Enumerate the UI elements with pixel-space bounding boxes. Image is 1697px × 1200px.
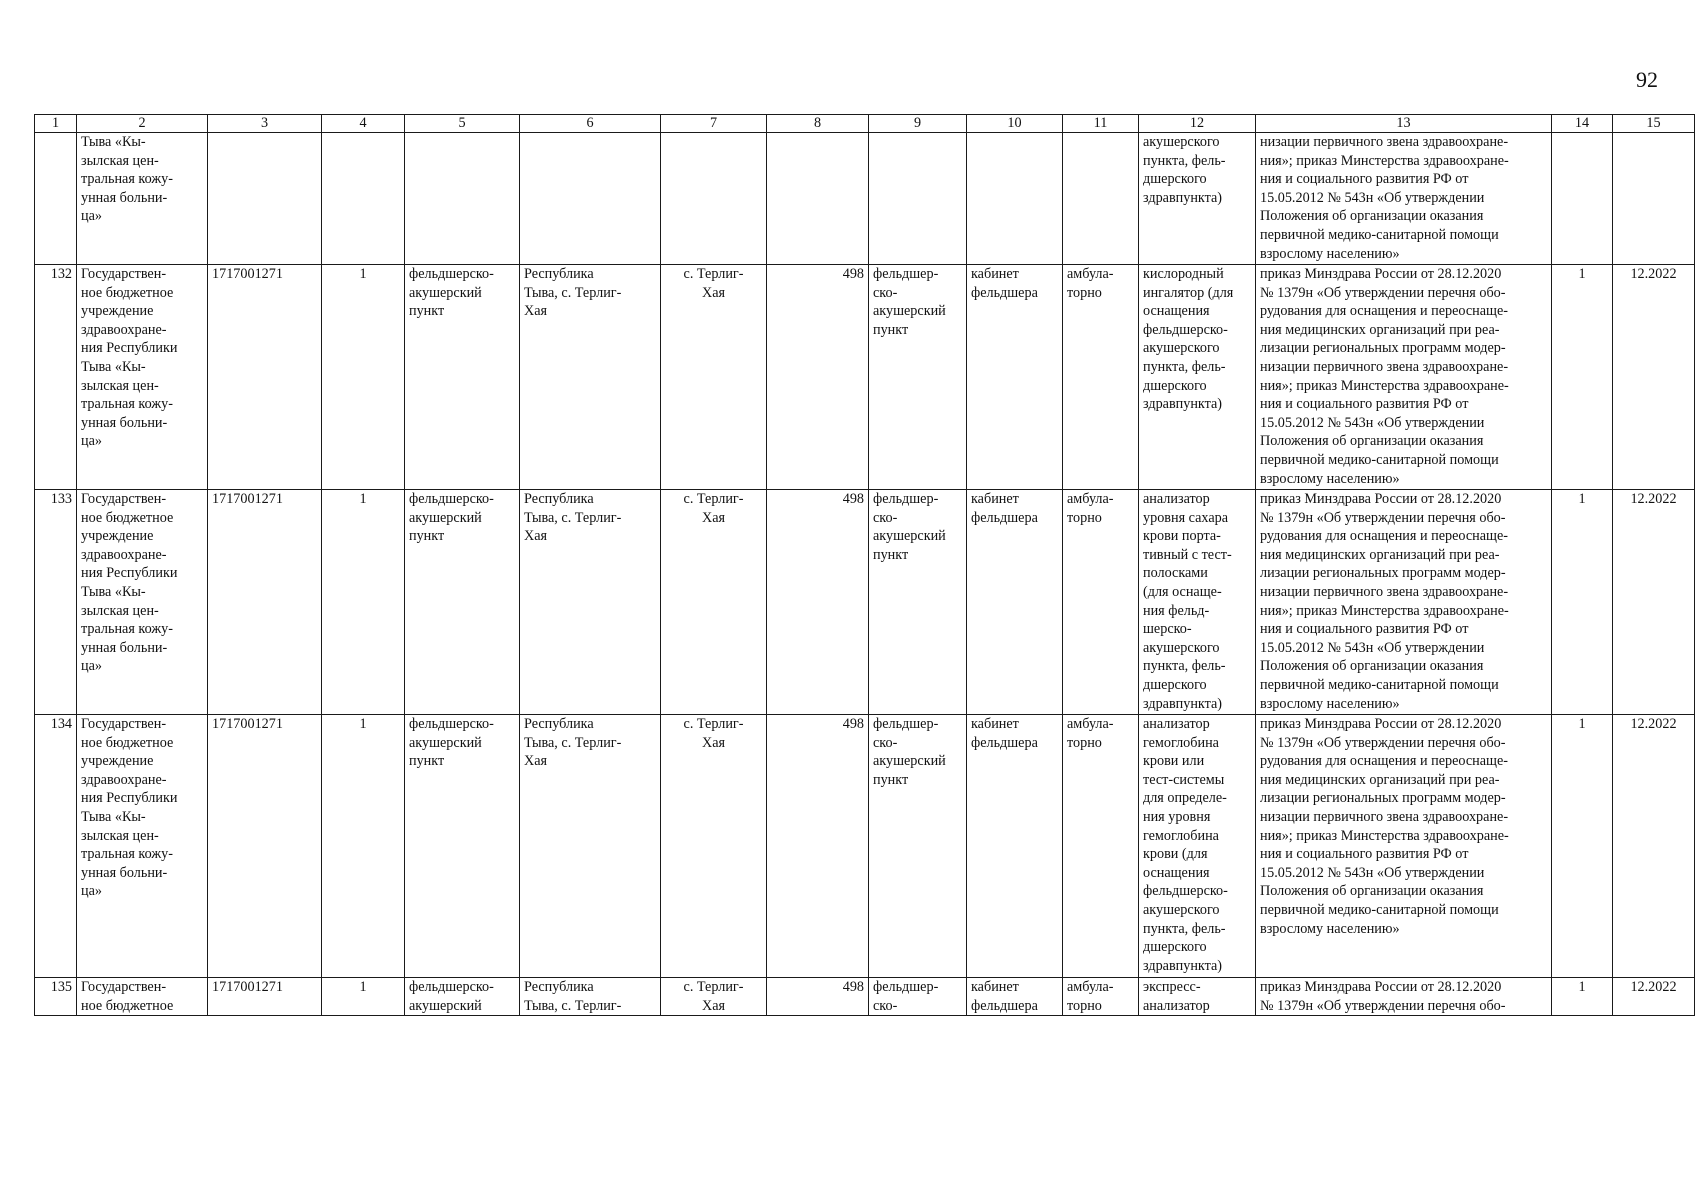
column-header: 11	[1063, 115, 1139, 133]
count-cell: 1	[322, 265, 405, 490]
settlement-cell: с. Терлиг- Хая	[661, 978, 767, 1016]
population-cell: 498	[767, 265, 869, 490]
table-cell	[767, 133, 869, 265]
row-number: 134	[35, 715, 77, 978]
facility-type-cell: фельдшерско- акушерский пункт	[405, 490, 520, 715]
inn-cell: 1717001271	[208, 978, 322, 1016]
date-cell: 12.2022	[1613, 715, 1695, 978]
table-cell	[1552, 133, 1613, 265]
column-header: 6	[520, 115, 661, 133]
date-cell: 12.2022	[1613, 490, 1695, 715]
settlement-cell: с. Терлиг- Хая	[661, 715, 767, 978]
column-header: 5	[405, 115, 520, 133]
equipment-cell: акушерского пункта, фель- дшерского здравпункта)	[1139, 133, 1256, 265]
column-header: 8	[767, 115, 869, 133]
regulation-cell: приказ Минздрава России от 28.12.2020 № 1379н «Об утверждении перечня обо- рудования для оснащения и переоснаще- ния медицинских организаций при реа- лизации региональных программ модер- низации первичного звена здравоохране- ния»; приказ Минстерства здравоохране- ния и социального развития РФ от 15.05.2012 № 543н «Об утверждении Положения об организации оказания первичной медико-санитарной помощи взрослому населению»	[1256, 265, 1552, 490]
inn-cell: 1717001271	[208, 265, 322, 490]
unit-cell: фельдшер- ско-	[869, 978, 967, 1016]
date-cell: 12.2022	[1613, 978, 1695, 1016]
column-header: 10	[967, 115, 1063, 133]
row-number: 132	[35, 265, 77, 490]
equipment-cell: экспресс- анализатор	[1139, 978, 1256, 1016]
table-cell	[35, 133, 77, 265]
regulation-cell: низации первичного звена здравоохране- ния»; приказ Минстерства здравоохране- ния и социального развития РФ от 15.05.2012 № 543н «Об утверждении Положения об организации оказания первичной медико-санитарной помощи взрослому населению»	[1256, 133, 1552, 265]
table-cell	[869, 133, 967, 265]
count-cell: 1	[322, 715, 405, 978]
unit-cell: фельдшер- ско- акушерский пункт	[869, 265, 967, 490]
equipment-cell: анализатор гемоглобина крови или тест-системы для определе- ния уровня гемоглобина крови (для оснащения фельдшерско- акушерского пункта, фель- дшерского здравпункта)	[1139, 715, 1256, 978]
regulation-cell: приказ Минздрава России от 28.12.2020 № 1379н «Об утверждении перечня обо-	[1256, 978, 1552, 1016]
settlement-cell: с. Терлиг- Хая	[661, 490, 767, 715]
inn-cell: 1717001271	[208, 715, 322, 978]
care-type-cell: амбула- торно	[1063, 715, 1139, 978]
facility-type-cell: фельдшерско- акушерский пункт	[405, 715, 520, 978]
institution-name-cell: Государствен- ное бюджетное учреждение здравоохране- ния Республики Тыва «Кы- зылская цен- тральная кожу- унная больни- ца»	[77, 265, 208, 490]
table-cell	[208, 133, 322, 265]
column-header: 15	[1613, 115, 1695, 133]
column-header: 12	[1139, 115, 1256, 133]
institution-name-cell: Государствен- ное бюджетное учреждение здравоохране- ния Республики Тыва «Кы- зылская цен- тральная кожу- унная больни- ца»	[77, 715, 208, 978]
table-cell	[322, 133, 405, 265]
facility-type-cell: фельдшерско- акушерский пункт	[405, 265, 520, 490]
quantity-cell: 1	[1552, 490, 1613, 715]
row-number: 133	[35, 490, 77, 715]
population-cell: 498	[767, 715, 869, 978]
table-cell	[1063, 133, 1139, 265]
room-cell: кабинет фельдшера	[967, 978, 1063, 1016]
column-header: 2	[77, 115, 208, 133]
regulation-cell: приказ Минздрава России от 28.12.2020 № 1379н «Об утверждении перечня обо- рудования для оснащения и переоснаще- ния медицинских организаций при реа- лизации региональных программ модер- низации первичного звена здравоохране- ния»; приказ Минстерства здравоохране- ния и социального развития РФ от 15.05.2012 № 543н «Об утверждении Положения об организации оказания первичной медико-санитарной помощи взрослому населению»	[1256, 715, 1552, 978]
room-cell: кабинет фельдшера	[967, 715, 1063, 978]
institution-name-cell: Государствен- ное бюджетное учреждение здравоохране- ния Республики Тыва «Кы- зылская цен- тральная кожу- унная больни- ца»	[77, 490, 208, 715]
room-cell: кабинет фельдшера	[967, 490, 1063, 715]
count-cell: 1	[322, 978, 405, 1016]
address-cell: Республика Тыва, с. Терлиг- Хая	[520, 265, 661, 490]
address-cell: Республика Тыва, с. Терлиг-	[520, 978, 661, 1016]
room-cell: кабинет фельдшера	[967, 265, 1063, 490]
column-header: 14	[1552, 115, 1613, 133]
population-cell: 498	[767, 978, 869, 1016]
column-header: 9	[869, 115, 967, 133]
equipment-cell: анализатор уровня сахара крови порта- тивный с тест- полосками (для оснаще- ния фельд- шерско- акушерского пункта, фель- дшерского здравпункта)	[1139, 490, 1256, 715]
care-type-cell: амбула- торно	[1063, 978, 1139, 1016]
unit-cell: фельдшер- ско- акушерский пункт	[869, 490, 967, 715]
quantity-cell: 1	[1552, 715, 1613, 978]
settlement-cell: с. Терлиг- Хая	[661, 265, 767, 490]
address-cell: Республика Тыва, с. Терлиг- Хая	[520, 715, 661, 978]
table-cell	[661, 133, 767, 265]
address-cell: Республика Тыва, с. Терлиг- Хая	[520, 490, 661, 715]
table-row	[35, 490, 1695, 715]
quantity-cell: 1	[1552, 265, 1613, 490]
page-number: 92	[1636, 67, 1658, 92]
count-cell: 1	[322, 490, 405, 715]
quantity-cell: 1	[1552, 978, 1613, 1016]
equipment-cell: кислородный ингалятор (для оснащения фельдшерско- акушерского пункта, фель- дшерского здравпункта)	[1139, 265, 1256, 490]
facility-type-cell: фельдшерско- акушерский	[405, 978, 520, 1016]
column-header: 7	[661, 115, 767, 133]
table-cell	[967, 133, 1063, 265]
column-header: 4	[322, 115, 405, 133]
table-row	[35, 978, 1695, 1016]
column-header: 13	[1256, 115, 1552, 133]
institution-name-cell: Тыва «Кы- зылская цен- тральная кожу- унная больни- ца»	[77, 133, 208, 265]
date-cell: 12.2022	[1613, 265, 1695, 490]
continuation-row	[35, 133, 1695, 265]
table-row	[35, 715, 1695, 978]
column-number-row	[35, 115, 1695, 133]
row-number: 135	[35, 978, 77, 1016]
care-type-cell: амбула- торно	[1063, 490, 1139, 715]
inn-cell: 1717001271	[208, 490, 322, 715]
care-type-cell: амбула- торно	[1063, 265, 1139, 490]
column-header: 3	[208, 115, 322, 133]
table-cell	[1613, 133, 1695, 265]
equipment-table	[34, 114, 1695, 1016]
population-cell: 498	[767, 490, 869, 715]
table-row	[35, 265, 1695, 490]
column-header: 1	[35, 115, 77, 133]
unit-cell: фельдшер- ско- акушерский пункт	[869, 715, 967, 978]
table-cell	[405, 133, 520, 265]
table-cell	[520, 133, 661, 265]
regulation-cell: приказ Минздрава России от 28.12.2020 № 1379н «Об утверждении перечня обо- рудования для оснащения и переоснаще- ния медицинских организаций при реа- лизации региональных программ модер- низации первичного звена здравоохране- ния»; приказ Минстерства здравоохране- ния и социального развития РФ от 15.05.2012 № 543н «Об утверждении Положения об организации оказания первичной медико-санитарной помощи взрослому населению»	[1256, 490, 1552, 715]
institution-name-cell: Государствен- ное бюджетное	[77, 978, 208, 1016]
